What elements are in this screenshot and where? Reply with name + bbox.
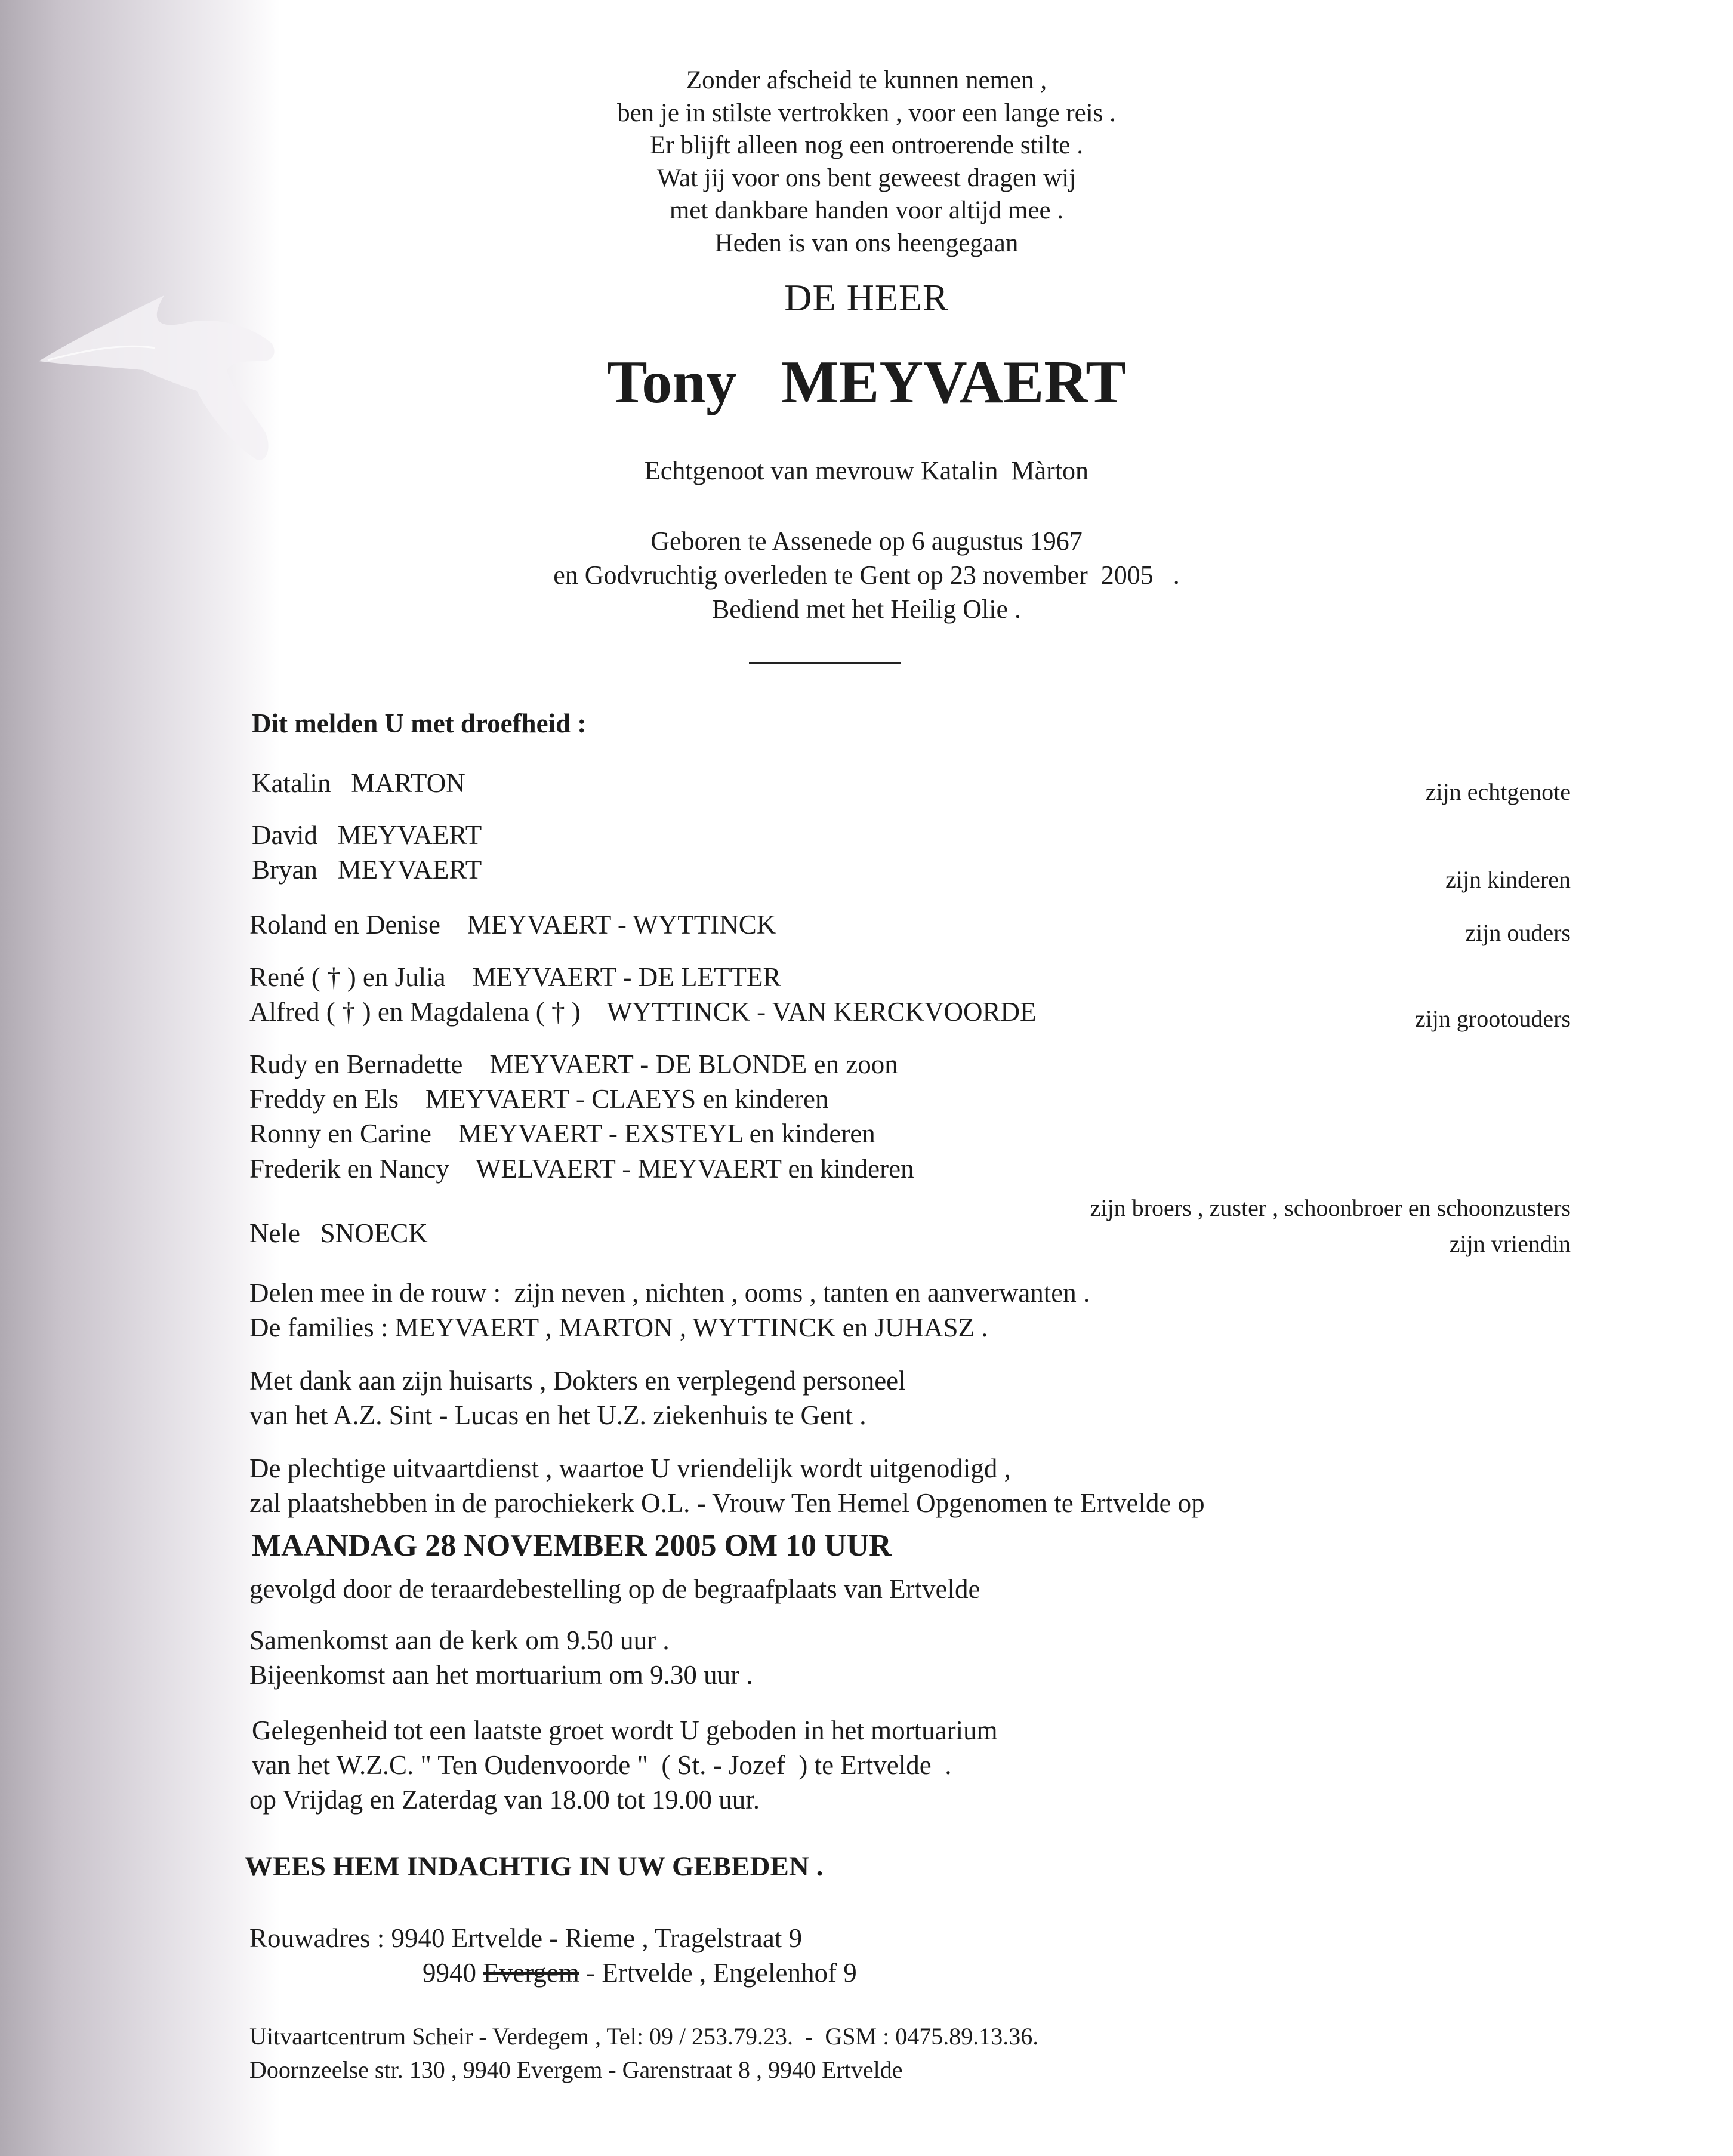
spouse-role: zijn echtgenote [1425,778,1571,805]
birth-line: Geboren te Assenede op 6 augustus 1967 [650,526,1083,556]
divider [749,662,901,664]
address-label: Rouwadres : [249,1923,391,1953]
visitation-line: op Vrijdag en Zaterdag van 18.00 tot 19.00 uur. [249,1785,760,1815]
child-name: David MEYVAERT [252,820,482,850]
siblings-role: zijn broers , zuster , schoonbroer en schoonzusters [1090,1194,1571,1221]
visitation-line: Gelegenheid tot een laatste groet wordt U geboden in het mortuarium [252,1715,998,1745]
sibling-line: Rudy en Bernadette MEYVAERT - DE BLONDE en zoon [249,1049,898,1079]
service-line: De plechtige uitvaartdienst , waartoe U vriendelijk wordt uitgenodigd , [249,1453,1011,1483]
mourning-line: Delen mee in de rouw : zijn neven , nichten , ooms , tanten en aanverwanten . [249,1278,1090,1308]
friend-name: Nele SNOECK [249,1218,428,1248]
parents-names: Roland en Denise MEYVAERT - WYTTINCK [249,910,776,940]
service-date: MAANDAG 28 NOVEMBER 2005 OM 10 UUR [252,1529,892,1563]
last-name: MEYVAERT [781,349,1127,416]
undertaker-contact: Uitvaartcentrum Scheir - Verdegem , Tel: 09 / 253.79.23. - GSM : 0475.89.13.36. [249,2023,1039,2050]
poem-line: Er blijft alleen nog een ontroerende stilte . [650,131,1083,159]
visitation-line: van het W.Z.C. " Ten Oudenvoorde " ( St. - Jozef ) te Ertvelde . [252,1750,952,1780]
service-line: zal plaatshebben in de parochiekerk O.L. - Vrouw Ten Hemel Opgenomen te Ertvelde op [249,1488,1205,1518]
honorific-title: DE HEER [784,276,949,319]
birth-death-lines [0,524,1733,626]
poem-line: met dankbare handen voor altijd mee . [669,196,1064,224]
sibling-line: Ronny en Carine MEYVAERT - EXSTEYL en kinderen [249,1119,875,1148]
poem-line: Wat jij voor ons bent geweest dragen wij [656,164,1077,192]
poem-line: Zonder afscheid te kunnen nemen , [686,66,1047,94]
friend-role: zijn vriendin [1449,1230,1571,1257]
child-name: Bryan MEYVAERT [252,855,482,885]
thanks-line: Met dank aan zijn huisarts , Dokters en verplegend personeel [249,1366,906,1396]
poem-line: Heden is van ons heengegaan [714,229,1019,257]
remember-line: WEES HEM INDACHTIG IN UW GEBEDEN . [245,1851,824,1882]
first-name: Tony [606,349,737,416]
sibling-line: Freddy en Els MEYVAERT - CLAEYS en kinderen [249,1084,829,1114]
death-line: en Godvruchtig overleden te Gent op 23 november 2005 . [553,560,1180,590]
grandparents-role: zijn grootouders [1414,1005,1571,1032]
announce-heading: Dit melden U met droefheid : [252,709,587,738]
poem-line: ben je in stilste vertrokken , voor een lange reis . [617,98,1116,127]
undertaker-address: Doornzeelse str. 130 , 9940 Evergem - Garenstraat 8 , 9940 Ertvelde [249,2056,903,2083]
sibling-line: Frederik en Nancy WELVAERT - MEYVAERT en kinderen [249,1154,914,1184]
parents-role: zijn ouders [1465,919,1571,946]
children-role: zijn kinderen [1445,866,1571,893]
funeral-address [249,1923,802,1954]
mourning-line: De families : MEYVAERT , MARTON , WYTTINCK en JUHASZ . [249,1313,988,1342]
burial-line: gevolgd door de teraardebestelling op de begraafplaats van Ertvelde [249,1574,980,1604]
poem [0,64,1733,260]
address-line-2: 9940 Evergem - Ertvelde , Engelenhof 9 [423,1958,857,1988]
meeting-line: Bijeenkomst aan het mortuarium om 9.30 uur . [249,1660,753,1690]
anointing-line: Bediend met het Heilig Olie . [711,595,1022,624]
spouse-line: Echtgenoot van mevrouw Katalin Màrton [644,456,1089,485]
deceased-name [0,347,1733,417]
thanks-line: van het A.Z. Sint - Lucas en het U.Z. ziekenhuis te Gent . [249,1400,866,1430]
grandparents-line: René ( † ) en Julia MEYVAERT - DE LETTER [249,962,781,992]
meeting-line: Samenkomst aan de kerk om 9.50 uur . [249,1625,670,1655]
address-line-1: 9940 Ertvelde - Rieme , Tragelstraat 9 [391,1923,803,1953]
struck-word: Evergem [483,1958,579,1988]
spouse-name: Katalin MARTON [252,768,465,798]
grandparents-line: Alfred ( † ) en Magdalena ( † ) WYTTINCK - VAN KERCKVOORDE [249,997,1037,1027]
